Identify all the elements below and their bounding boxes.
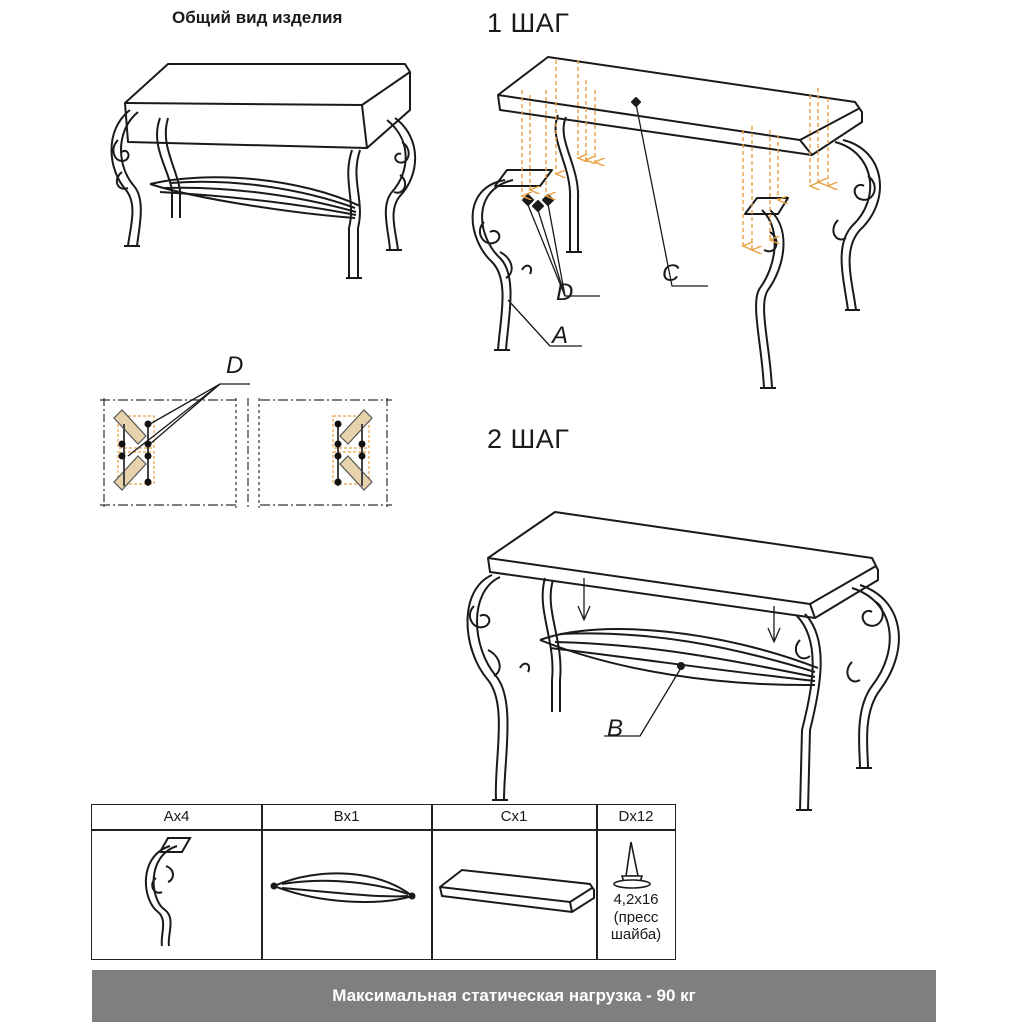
screw-pattern-detail bbox=[100, 384, 392, 508]
general-view-table bbox=[112, 64, 416, 278]
step-1-heading: 1 ШАГ bbox=[487, 8, 570, 38]
callout-d-step1: D bbox=[556, 279, 574, 306]
max-load-banner: Максимальная статическая нагрузка - 90 кг bbox=[92, 970, 936, 1022]
callout-d-detail: D bbox=[226, 352, 244, 379]
part-a-label: Ax4 bbox=[163, 808, 190, 825]
callout-b: B bbox=[607, 715, 624, 742]
part-d-label: Dx12 bbox=[618, 808, 654, 825]
screw-note-line1: (пресс bbox=[613, 909, 659, 926]
callout-a: A bbox=[552, 322, 569, 349]
step1-exploded-view bbox=[473, 57, 880, 388]
parts-table bbox=[91, 804, 676, 960]
screw-note-line2: шайба) bbox=[610, 926, 662, 943]
part-b-label: Bx1 bbox=[333, 808, 360, 825]
parts-table-header-divider bbox=[92, 829, 675, 831]
step-2-heading: 2 ШАГ bbox=[487, 424, 570, 454]
general-view-title: Общий вид изделия bbox=[172, 8, 343, 27]
step2-assembly-view bbox=[468, 512, 899, 810]
part-c-label: Cx1 bbox=[500, 808, 528, 825]
callout-c: C bbox=[662, 260, 680, 287]
screw-size: 4,2x16 bbox=[613, 891, 659, 908]
